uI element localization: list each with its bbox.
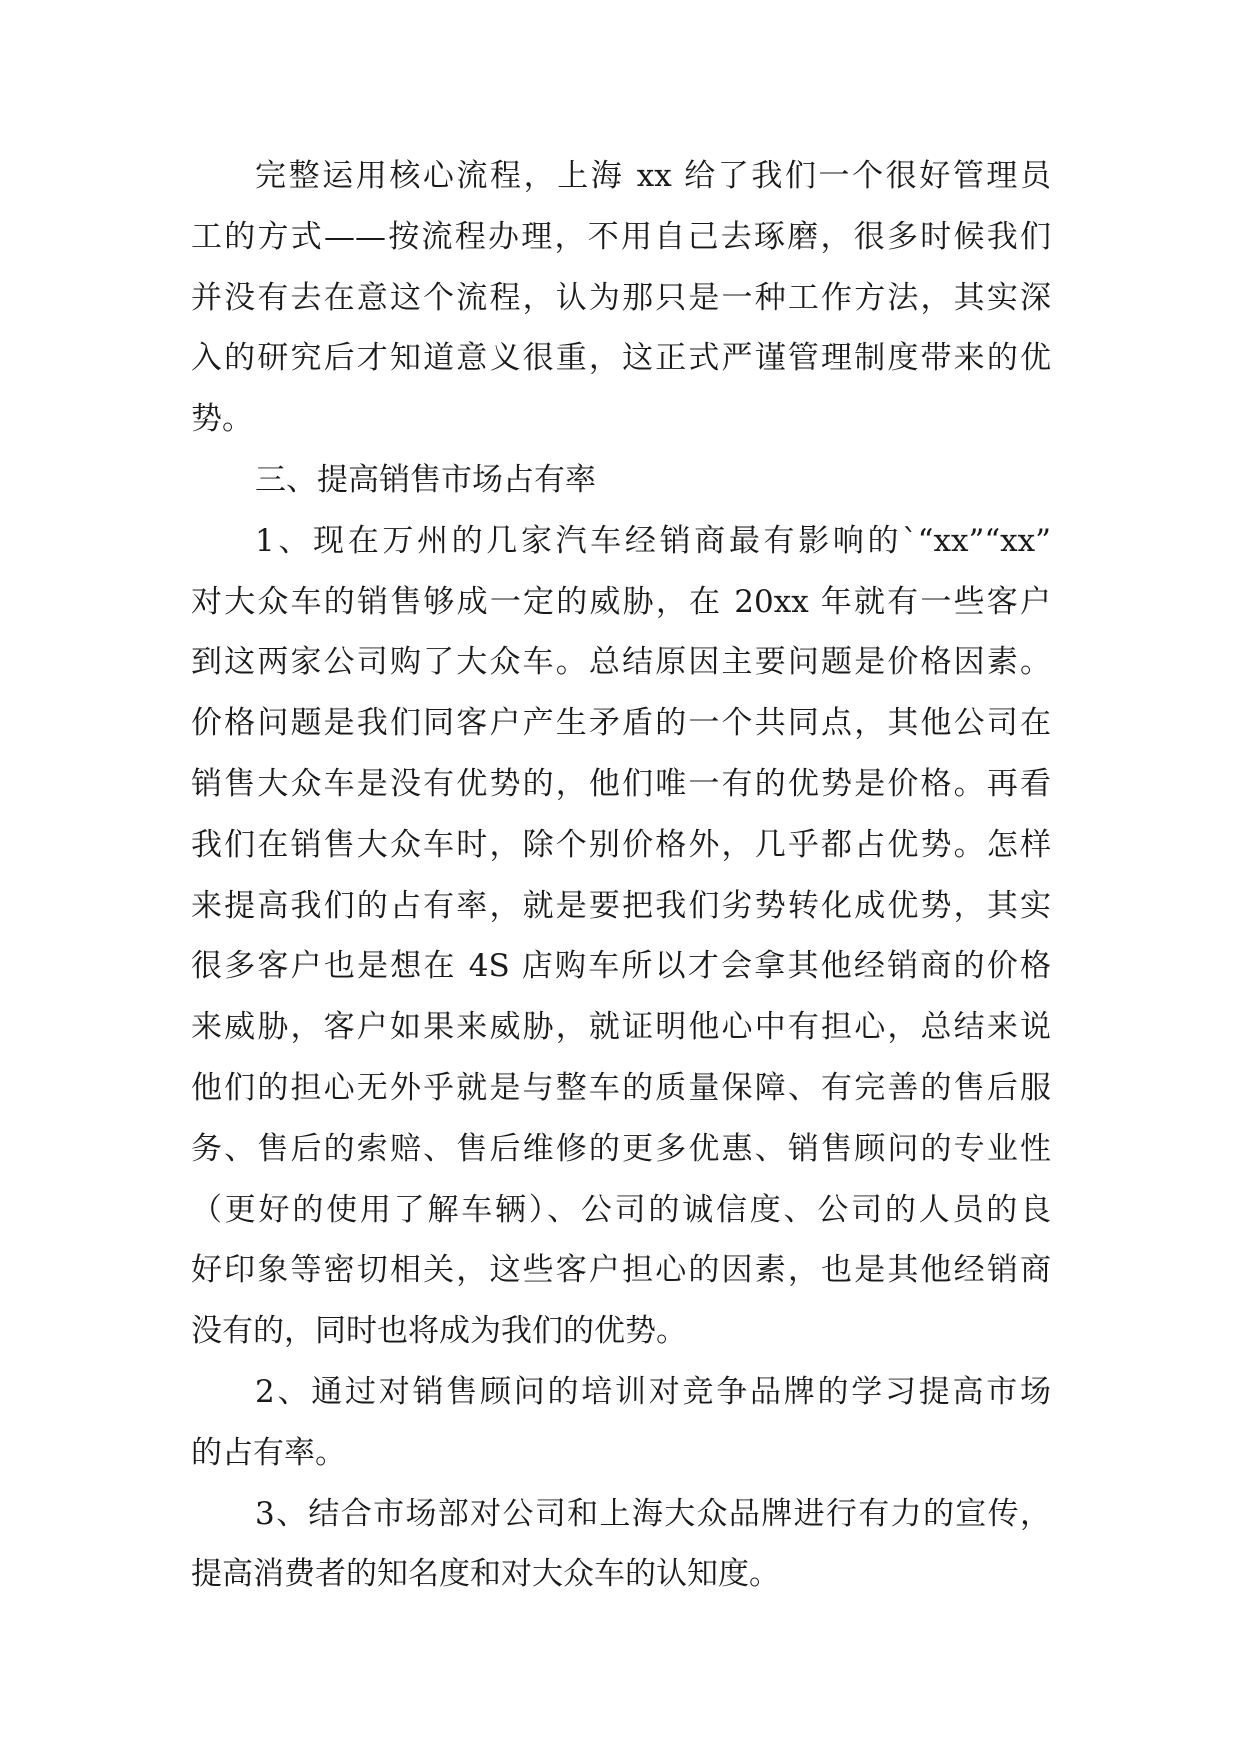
paragraph-4-line-2: 提高消费者的知名度和对大众车的认知度。: [191, 1556, 780, 1593]
paragraph-2-line-1: 1、现在万州的几家汽车经销商最有影响的`“xx”“xx”: [255, 522, 1051, 559]
paragraph-2-line-13: 好印象等密切相关，这些客户担心的因素，也是其他经销商: [191, 1252, 1051, 1289]
paragraph-1-line-5: 势。: [191, 401, 253, 438]
paragraph-2-line-12: （更好的使用了解车辆）、公司的诚信度、公司的人员的良: [191, 1191, 1051, 1228]
paragraph-2-line-9: 来威胁，客户如果来威胁，就证明他心中有担心，总结来说: [191, 1009, 1051, 1046]
paragraph-2-line-10: 他们的担心无外乎就是与整车的质量保障、有完善的售后服: [191, 1069, 1051, 1106]
paragraph-3-line-1: 2、通过对销售顾问的培训对竞争品牌的学习提高市场: [255, 1373, 1051, 1410]
paragraph-2-line-11: 务、售后的索赔、售后维修的更多优惠、销售顾问的专业性: [191, 1130, 1051, 1167]
document-page: [191, 157, 1051, 1616]
paragraph-1-line-1: 完整运用核心流程，上海 xx 给了我们一个很好管理员: [255, 158, 1051, 194]
section-heading: 三、提高销售市场占有率: [255, 461, 596, 498]
paragraph-3-line-2: 的占有率。: [191, 1434, 346, 1471]
paragraph-1-line-3: 并没有去在意这个流程，认为那只是一种工作方法，其实深: [191, 279, 1051, 316]
paragraph-2-line-4: 价格问题是我们同客户产生矛盾的一个共同点，其他公司在: [191, 705, 1051, 742]
paragraph-2-line-3: 到这两家公司购了大众车。总结原因主要问题是价格因素。: [191, 644, 1051, 681]
paragraph-4-line-1: 3、结合市场部对公司和上海大众品牌进行有力的宣传，: [255, 1495, 1051, 1532]
paragraph-2-line-2: 对大众车的销售够成一定的威胁，在 20xx 年就有一些客户: [191, 583, 1051, 620]
paragraph-2-line-5: 销售大众车是没有优势的，他们唯一有的优势是价格。再看: [191, 765, 1051, 802]
paragraph-2-line-6: 我们在销售大众车时，除个别价格外，几乎都占优势。怎样: [191, 826, 1051, 863]
paragraph-1-line-4: 入的研究后才知道意义很重，这正式严谨管理制度带来的优: [191, 340, 1051, 377]
paragraph-1-line-2: 工的方式——按流程办理，不用自己去琢磨，很多时候我们: [191, 218, 1051, 255]
paragraph-2-line-14: 没有的，同时也将成为我们的优势。: [191, 1313, 687, 1350]
paragraph-2-line-8: 很多客户也是想在 4S 店购车所以才会拿其他经销商的价格: [191, 948, 1051, 985]
paragraph-2-line-7: 来提高我们的占有率，就是要把我们劣势转化成优势，其实: [191, 887, 1051, 924]
